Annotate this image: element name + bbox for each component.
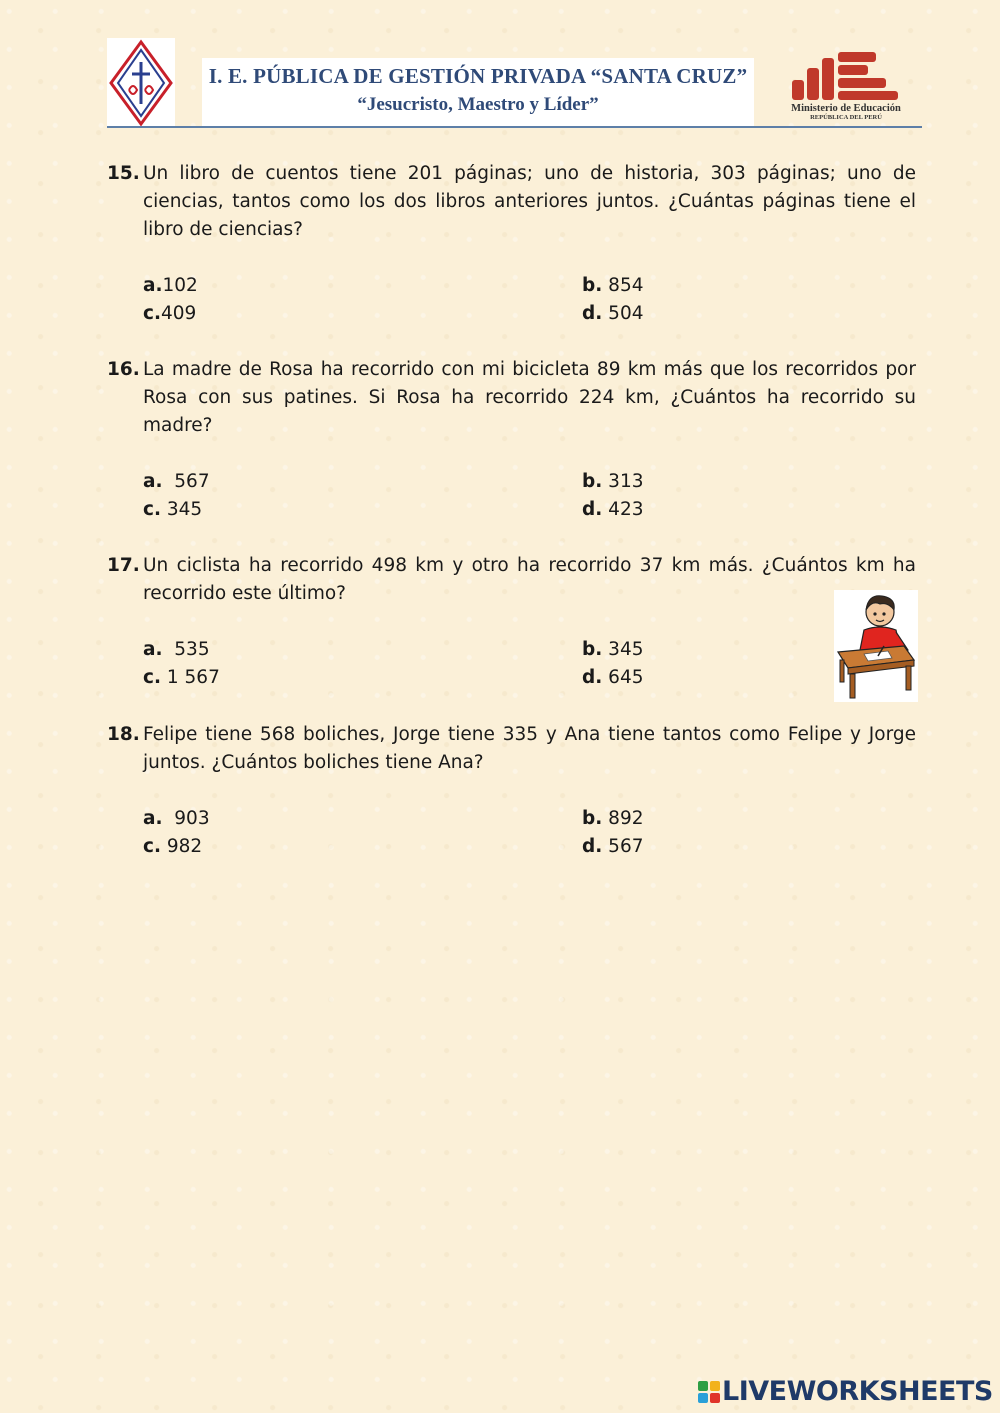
- option-value: 567: [608, 836, 644, 857]
- question-number: 17.: [107, 555, 140, 576]
- option-value: 645: [608, 667, 644, 688]
- option-letter: d.: [582, 667, 603, 688]
- option-letter: a.: [143, 639, 163, 660]
- option-value: 567: [174, 471, 210, 492]
- option-letter: d.: [582, 836, 603, 857]
- option-value: 903: [174, 808, 210, 829]
- option-letter: c.: [143, 303, 161, 324]
- option-a[interactable]: [143, 272, 198, 300]
- liveworksheets-logo-icon: [698, 1381, 720, 1403]
- option-d[interactable]: [582, 833, 643, 861]
- option-value: 1 567: [166, 667, 220, 688]
- option-letter: b.: [582, 275, 603, 296]
- option-c[interactable]: [143, 664, 220, 692]
- option-c[interactable]: [143, 300, 196, 328]
- option-d[interactable]: [582, 664, 643, 692]
- option-a[interactable]: [143, 805, 210, 833]
- option-value: 535: [174, 639, 210, 660]
- question-number: 18.: [107, 724, 140, 745]
- option-value: 504: [608, 303, 644, 324]
- option-b[interactable]: [582, 805, 643, 833]
- option-value: 423: [608, 499, 644, 520]
- option-b[interactable]: [582, 272, 643, 300]
- option-d[interactable]: [582, 496, 643, 524]
- ministry-name: Ministerio de Educación: [791, 103, 901, 114]
- option-value: 892: [608, 808, 644, 829]
- question-number: 15.: [107, 163, 140, 184]
- question-text: La madre de Rosa ha recorrido con mi bicicleta 89 km más que los recorridos por Rosa con sus patines. Si Rosa ha recorrido 224 km, ¿Cuántos ha recorrido su madre?: [143, 359, 916, 436]
- option-d[interactable]: [582, 300, 643, 328]
- student-at-desk-illustration: [834, 590, 918, 702]
- option-c[interactable]: [143, 833, 202, 861]
- option-letter: a.: [143, 471, 163, 492]
- school-motto: “Jesucristo, Maestro y Líder”: [357, 94, 599, 115]
- option-letter: b.: [582, 471, 603, 492]
- option-c[interactable]: [143, 496, 202, 524]
- option-value: 345: [608, 639, 644, 660]
- option-letter: b.: [582, 639, 603, 660]
- option-value: 313: [608, 471, 644, 492]
- option-letter: c.: [143, 499, 161, 520]
- option-letter: b.: [582, 808, 603, 829]
- option-b[interactable]: [582, 636, 643, 664]
- option-value: 982: [166, 836, 203, 857]
- option-value: 854: [608, 275, 644, 296]
- option-a[interactable]: [143, 468, 210, 496]
- question-text: Un libro de cuentos tiene 201 páginas; uno de historia, 303 páginas; uno de ciencias, tantos como los dos libros anteriores juntos. ¿Cuántas páginas tiene el libro de ciencias?: [143, 163, 916, 240]
- question-text: Un ciclista ha recorrido 498 km y otro ha recorrido 37 km más. ¿Cuántos km ha recorrido este último?: [143, 555, 916, 604]
- option-b[interactable]: [582, 468, 643, 496]
- question-number: 16.: [107, 359, 140, 380]
- school-name: I. E. PÚBLICA DE GESTIÓN PRIVADA “SANTA CRUZ”: [208, 64, 748, 88]
- option-a[interactable]: [143, 636, 210, 664]
- header-divider: [107, 126, 922, 128]
- option-value: 345: [166, 499, 203, 520]
- option-letter: d.: [582, 303, 603, 324]
- question-text: Felipe tiene 568 boliches, Jorge tiene 335 y Ana tiene tantos como Felipe y Jorge juntos. ¿Cuántos boliches tiene Ana?: [143, 724, 916, 773]
- ministry-country: REPÚBLICA DEL PERÚ: [810, 114, 882, 121]
- school-logo: [107, 38, 175, 128]
- option-value: 409: [161, 303, 197, 324]
- option-letter: d.: [582, 499, 603, 520]
- option-letter: c.: [143, 667, 161, 688]
- ministry-logo-icon: [790, 50, 902, 102]
- option-letter: a.: [143, 808, 163, 829]
- liveworksheets-brand[interactable]: LIVEWORKSHEETS: [722, 1376, 993, 1407]
- option-value: 102: [162, 275, 198, 296]
- option-letter: c.: [143, 836, 161, 857]
- option-letter: a.: [143, 275, 163, 296]
